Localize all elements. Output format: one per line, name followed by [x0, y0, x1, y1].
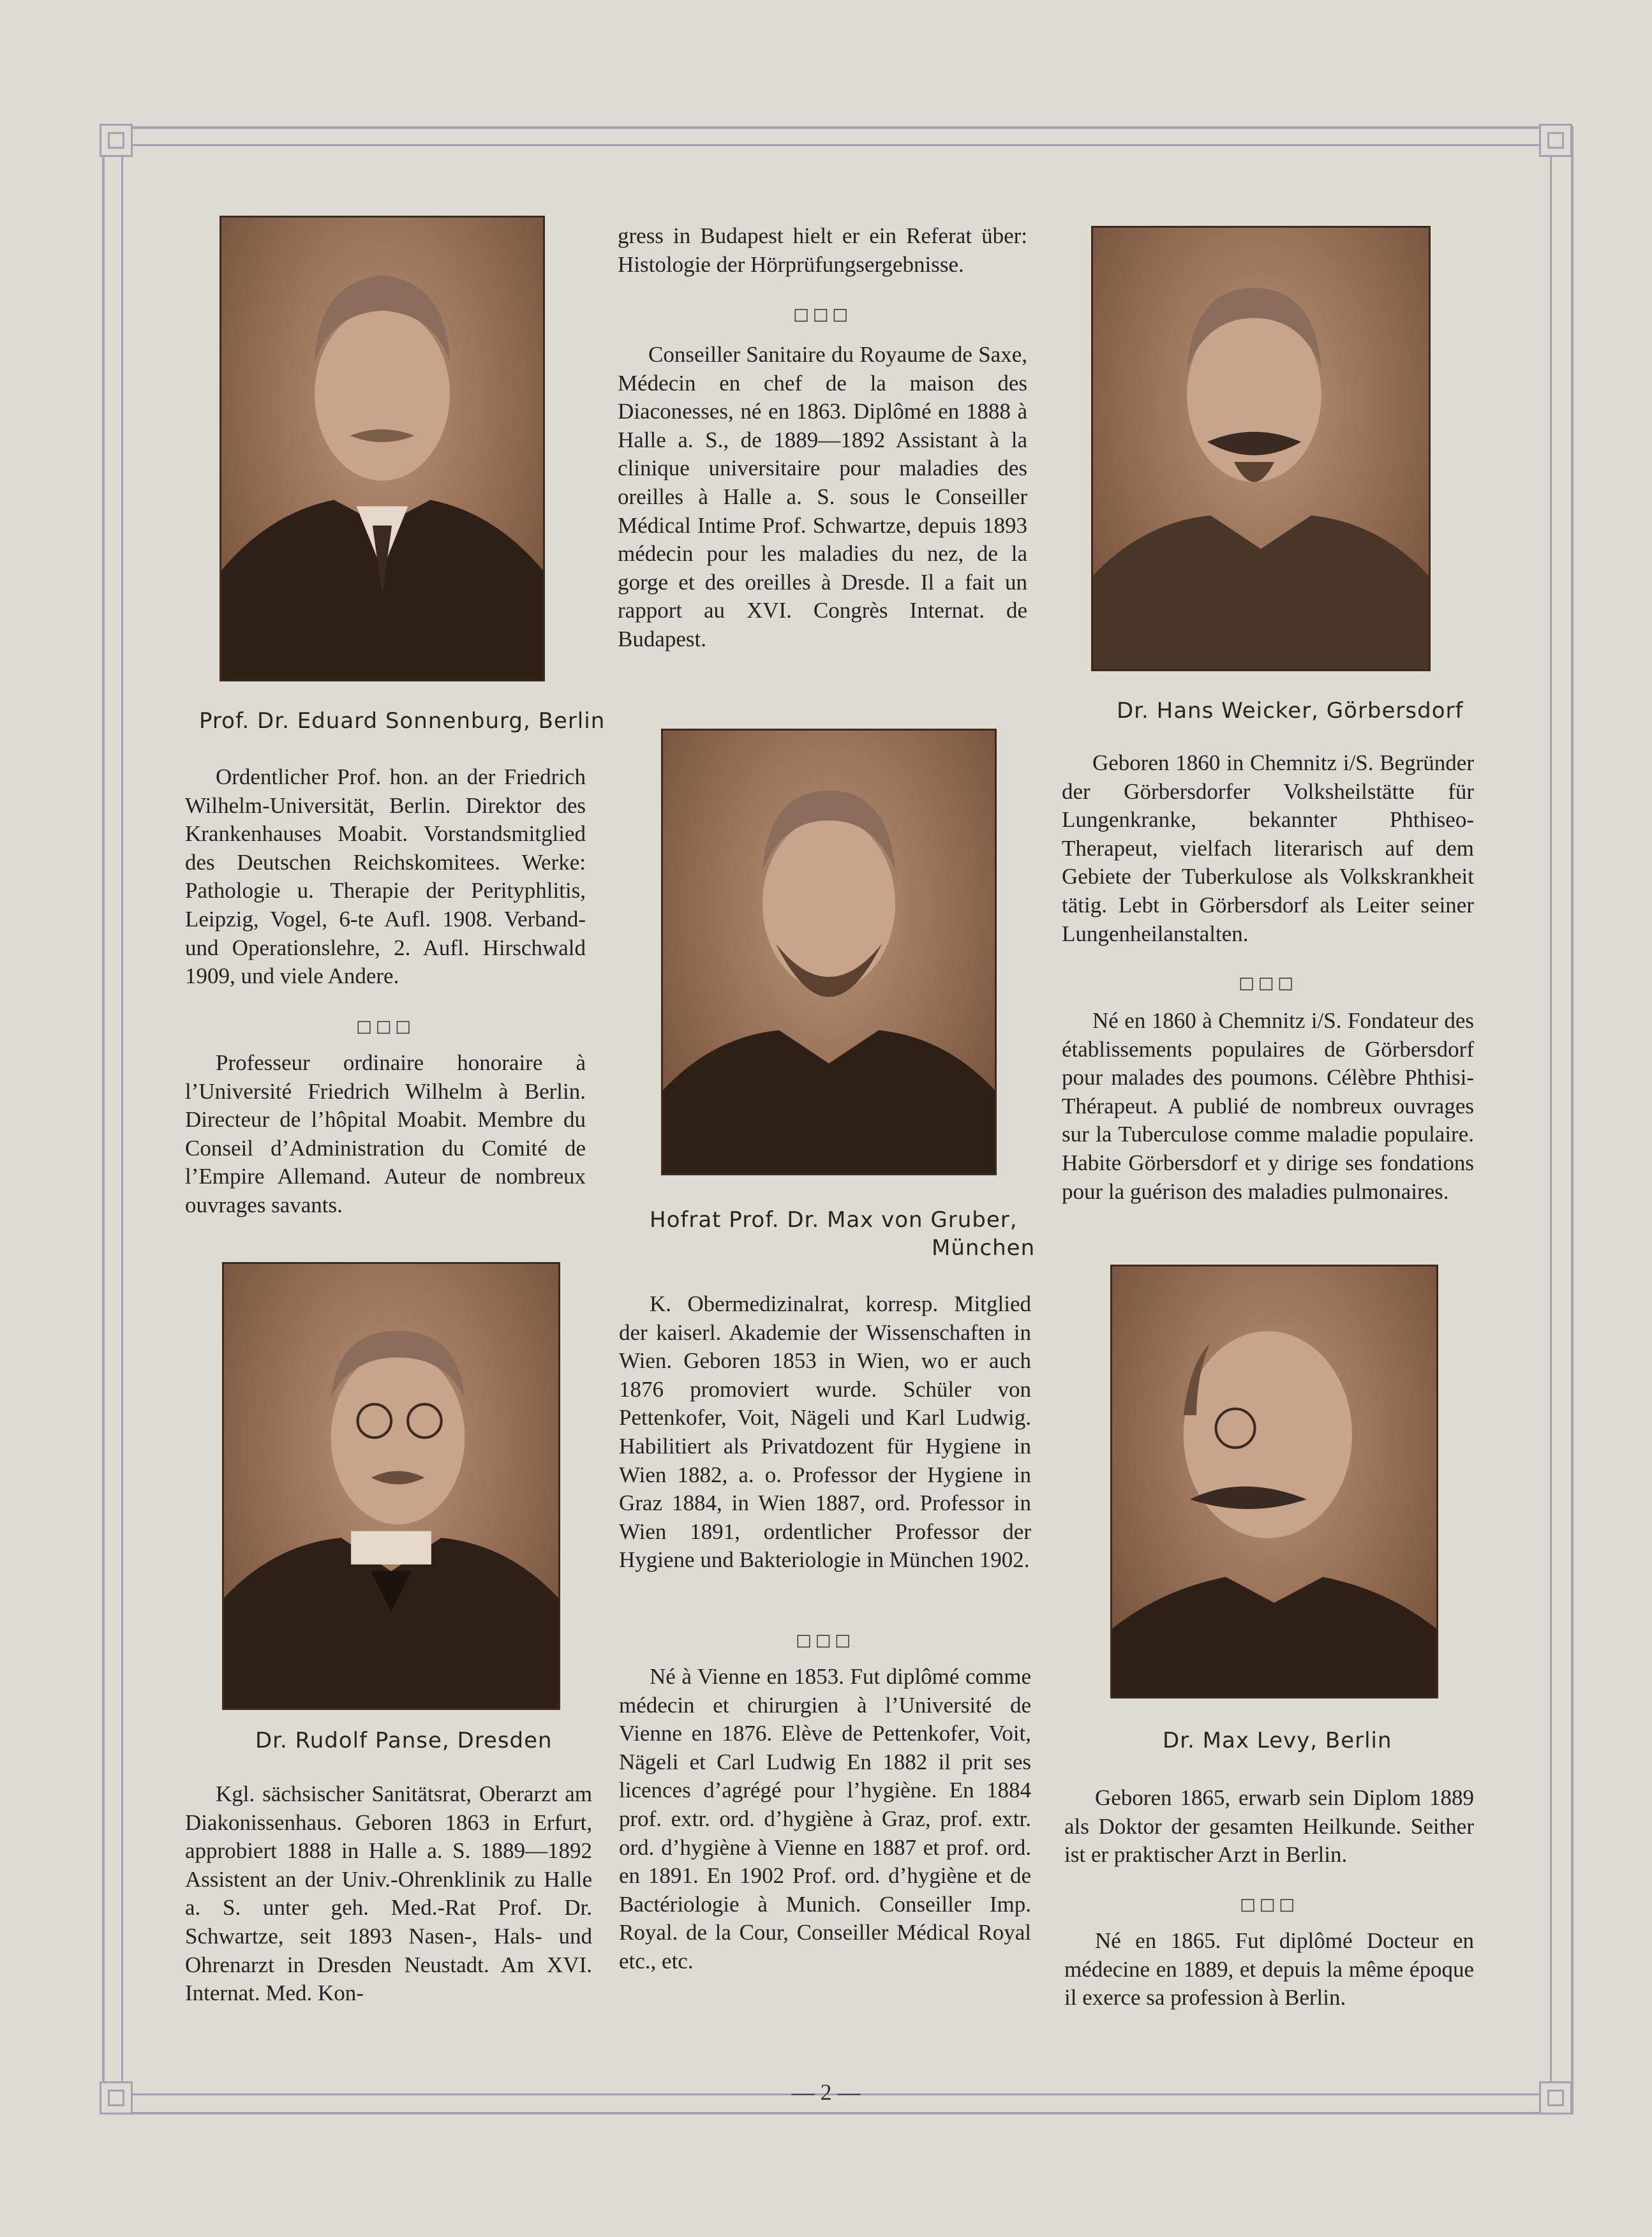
- portrait-caption-city: München: [932, 1235, 1036, 1261]
- biography-french: [1064, 1927, 1474, 2012]
- biography-paragraph: Professeur ordinaire honoraire à l’Université Friedrich Wilhelm à Berlin. Directeur de l’hôpital Moabit. Membre du Conseil d’Administration du Comité de l’Empire Allemand. Auteur de nombreux ouvrages savants.: [185, 1050, 586, 1217]
- biography-paragraph: Né à Vienne en 1853. Fut diplômé comme médecin et chirurgien à l’Université de Vienne en 1876. Elève de Pettenkofer, Voit, Nägeli et Carl Ludwig En 1882 il prit ses licences d’agrégé pour l’hygiène. En 1884 prof. extr. ord. d’hygiène à Graz, prof. extr. ord. d’hygiène à Vienne en 1887 et prof. ord. en 1891. En 1902 Prof. ord. d’hygiène et de Bactériologie à Munich. Conseiller Imp. Royal. de la Cour, Conseiller Médical Royal etc., etc.: [619, 1664, 1031, 1973]
- page-number: — 2 —: [791, 2079, 861, 2105]
- biography-paragraph: Geboren 1865, erwarb sein Diplom 1889 als Doktor der gesamten Heilkunde. Seither ist er praktischer Arzt in Berlin.: [1064, 1785, 1474, 1868]
- biography-german: [1062, 749, 1474, 948]
- section-separator: □□□: [793, 305, 852, 324]
- biography-paragraph: gress in Budapest hielt er ein Referat über: Histologie der Hörprüfungsergebnisse.: [618, 223, 1027, 277]
- biography-paragraph: Kgl. sächsischer Sanitätsrat, Oberarzt am Diakonissenhaus. Geboren 1863 in Erfurt, approbiert 1888 in Halle a. S. 1889—1892 Assistent an der Univ.-Ohrenklinik zu Halle a. S. unter geh. Med.-Rat Prof. Dr. Schwartze, seit 1893 Nasen-, Hals- und Ohrenarzt in Dresden Neustadt. Am XVI. Internat. Med. Kon-: [185, 1781, 592, 2006]
- portrait-photo-panse: [222, 1262, 560, 1710]
- biography-paragraph: Né en 1860 à Chemnitz i/S. Fondateur des établissements populaires de Görbersdorf pour malades des poumons. Célèbre Phthisi-Thérapeut. A publié de nombreux ouvrages sur la Tuberculose comme maladie populaire. Habite Görbersdorf et y dirige ses fondations pour la guérison des maladies pulmonaires.: [1062, 1008, 1474, 1204]
- biography-paragraph: Né en 1865. Fut diplômé Docteur en médecine en 1889, et depuis la même époque il exerce sa profession à Berlin.: [1064, 1928, 1474, 2010]
- portrait-photo-levy: [1110, 1265, 1438, 1698]
- biography-german: [185, 763, 586, 991]
- biography-french: [185, 1049, 586, 1220]
- biography-paragraph: Geboren 1860 in Chemnitz i/S. Begründer der Görbersdorfer Volksheilstätte für Lungenkranke, bekannter Phthiseo-Therapeut, vielfach literarisch auf dem Gebiete der Tuberkulose als Volkskrankheit tätig. Lebt in Görbersdorf als Leiter seiner Lungenheilanstalten.: [1062, 750, 1474, 946]
- section-separator: □□□: [1239, 974, 1297, 993]
- biography-german: [1064, 1784, 1474, 1869]
- portrait-caption: Hofrat Prof. Dr. Max von Gruber,: [650, 1207, 1018, 1233]
- biography-german: [619, 1290, 1031, 1575]
- section-separator: □□□: [356, 1017, 415, 1036]
- portrait-caption: Prof. Dr. Eduard Sonnenburg, Berlin: [199, 708, 606, 734]
- biography-french: [1062, 1007, 1474, 1206]
- portrait-photo-gruber: [661, 729, 997, 1175]
- biography-paragraph: Ordentlicher Prof. hon. an der Friedrich Wilhelm-Universität, Berlin. Direktor des Krankenhauses Moabit. Vorstandsmitglied des Deutschen Reichskomitees. Werke: Pathologie u. Therapie der Perityphlitis, Leipzig, Vogel, 6-te Aufl. 1908. Verband- und Operationslehre, 2. Aufl. Hirschwald 1909, und viele Andere.: [185, 764, 586, 989]
- section-separator: □□□: [1240, 1895, 1299, 1914]
- biography-german: [185, 1780, 592, 2008]
- biography-paragraph: K. Obermedizinalrat, korresp. Mitglied der kaiserl. Akademie der Wissenschaften in Wien. Geboren 1853 in Wien, wo er auch 1876 promoviert wurde. Schüler von Pettenkofer, Voit, Nägeli und Karl Ludwig. Habilitiert als Privatdozent für Hygiene in Wien 1882, a. o. Professor der Hygiene in Graz 1884, in Wien 1887, ord. Professor in Wien 1891, ordentlicher Professor der Hygiene und Bakteriologie in München 1902.: [619, 1291, 1031, 1573]
- portrait-caption: Dr. Rudolf Panse, Dresden: [255, 1728, 553, 1753]
- biography-french: [618, 341, 1027, 654]
- portrait-caption: Dr. Max Levy, Berlin: [1163, 1728, 1392, 1753]
- frame-corner-ornament: [100, 124, 133, 157]
- biography-paragraph: Conseiller Sanitaire du Royaume de Saxe, Médecin en chef de la maison des Diaconesses, né en 1863. Diplômé en 1888 à Halle a. S., de 1889—1892 Assistant à la clinique universitaire pour maladies des oreilles à Halle a. S. sous le Conseiller Médical Intime Prof. Schwartze, depuis 1893 médecin pour les maladies du nez, de la gorge et des oreilles à Dresde. Il a fait un rapport au XVI. Congrès Internat. de Budapest.: [618, 342, 1027, 651]
- portrait-photo-sonnenburg: [220, 216, 545, 681]
- biography-german-continued: [618, 222, 1027, 279]
- portrait-photo-weicker: [1091, 226, 1431, 671]
- portrait-caption: Dr. Hans Weicker, Görbersdorf: [1117, 698, 1464, 724]
- biography-french: [619, 1663, 1031, 1976]
- frame-corner-ornament: [1539, 124, 1572, 157]
- section-separator: □□□: [796, 1631, 854, 1650]
